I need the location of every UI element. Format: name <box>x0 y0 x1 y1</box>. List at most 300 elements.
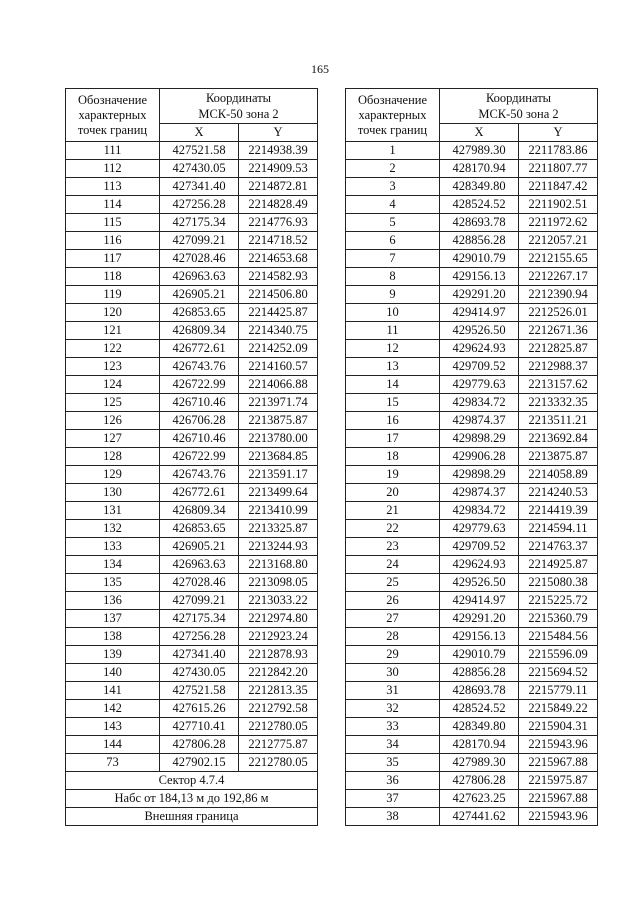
table-row <box>346 484 598 502</box>
x-coordinate-cell: 426743.76 <box>160 358 239 376</box>
point-number-cell: 21 <box>346 502 440 520</box>
y-coordinate-cell: 2213591.17 <box>239 466 318 484</box>
x-coordinate-cell: 426706.28 <box>160 412 239 430</box>
x-coordinate-cell: 429834.72 <box>440 394 519 412</box>
table-row <box>66 592 318 610</box>
x-coordinate-cell: 426963.63 <box>160 556 239 574</box>
point-designation-header-line3: точек границ <box>77 122 148 137</box>
x-coordinate-cell: 426963.63 <box>160 268 239 286</box>
y-coordinate-cell: 2212775.87 <box>239 736 318 754</box>
table-row <box>346 214 598 232</box>
table-row <box>346 322 598 340</box>
y-coordinate-cell: 2212780.05 <box>239 754 318 772</box>
point-number-cell: 144 <box>66 736 160 754</box>
x-coordinate-cell: 429624.93 <box>440 340 519 358</box>
table-row <box>66 412 318 430</box>
x-coordinate-cell: 427430.05 <box>160 664 239 682</box>
y-coordinate-cell: 2214938.39 <box>239 142 318 160</box>
y-coordinate-cell: 2214594.11 <box>519 520 598 538</box>
y-coordinate-cell: 2213511.21 <box>519 412 598 430</box>
y-coordinate-cell: 2214582.93 <box>239 268 318 286</box>
y-coordinate-cell: 2212057.21 <box>519 232 598 250</box>
point-number-cell: 12 <box>346 340 440 358</box>
point-designation-header-line2: характерных <box>78 107 147 122</box>
x-coordinate-cell: 429898.29 <box>440 430 519 448</box>
y-coordinate-cell: 2212813.35 <box>239 682 318 700</box>
y-coordinate-cell: 2213244.93 <box>239 538 318 556</box>
x-coordinate-cell: 429906.28 <box>440 448 519 466</box>
y-coordinate-cell: 2215080.38 <box>519 574 598 592</box>
point-number-cell: 33 <box>346 718 440 736</box>
table-row <box>66 700 318 718</box>
point-number-cell: 111 <box>66 142 160 160</box>
x-coordinate-cell: 426722.99 <box>160 448 239 466</box>
x-coordinate-cell: 429414.97 <box>440 592 519 610</box>
point-number-cell: 28 <box>346 628 440 646</box>
table-row <box>66 358 318 376</box>
y-coordinate-cell: 2215849.22 <box>519 700 598 718</box>
left-coordinates-table <box>65 88 318 826</box>
point-number-cell: 27 <box>346 610 440 628</box>
coordinates-header <box>160 89 318 124</box>
y-coordinate-cell: 2215975.87 <box>519 772 598 790</box>
point-number-cell: 118 <box>66 268 160 286</box>
point-number-cell: 120 <box>66 304 160 322</box>
point-number-cell: 23 <box>346 538 440 556</box>
point-number-cell: 24 <box>346 556 440 574</box>
point-number-cell: 136 <box>66 592 160 610</box>
point-number-cell: 30 <box>346 664 440 682</box>
x-coordinate-cell: 426853.65 <box>160 304 239 322</box>
table-row <box>346 700 598 718</box>
y-coordinate-cell: 2211847.42 <box>519 178 598 196</box>
table-row <box>346 286 598 304</box>
x-coordinate-cell: 429874.37 <box>440 484 519 502</box>
point-number-cell: 141 <box>66 682 160 700</box>
point-number-cell: 17 <box>346 430 440 448</box>
x-coordinate-cell: 429834.72 <box>440 502 519 520</box>
y-coordinate-cell: 2211807.77 <box>519 160 598 178</box>
table-row <box>346 772 598 790</box>
table-row <box>346 574 598 592</box>
y-coordinate-cell: 2213168.80 <box>239 556 318 574</box>
table-row <box>346 142 598 160</box>
point-number-cell: 127 <box>66 430 160 448</box>
table-row <box>346 178 598 196</box>
y-coordinate-cell: 2212526.01 <box>519 304 598 322</box>
point-number-cell: 140 <box>66 664 160 682</box>
y-coordinate-cell: 2215943.96 <box>519 736 598 754</box>
table-row <box>346 538 598 556</box>
table-row <box>346 340 598 358</box>
y-coordinate-cell: 2215596.09 <box>519 646 598 664</box>
point-number-cell: 125 <box>66 394 160 412</box>
y-coordinate-cell: 2213875.87 <box>239 412 318 430</box>
x-coordinate-cell: 429414.97 <box>440 304 519 322</box>
point-designation-header-line2: характерных <box>358 107 427 122</box>
table-row <box>66 286 318 304</box>
table-row <box>66 520 318 538</box>
x-coordinate-cell: 429898.29 <box>440 466 519 484</box>
table-row <box>66 232 318 250</box>
y-coordinate-cell: 2211902.51 <box>519 196 598 214</box>
x-coordinate-cell: 427028.46 <box>160 574 239 592</box>
x-coordinate-cell: 426722.99 <box>160 376 239 394</box>
y-coordinate-cell: 2212792.58 <box>239 700 318 718</box>
y-coordinate-cell: 2212267.17 <box>519 268 598 286</box>
point-number-cell: 126 <box>66 412 160 430</box>
y-coordinate-cell: 2214340.75 <box>239 322 318 340</box>
x-coordinate-cell: 427615.26 <box>160 700 239 718</box>
point-number-cell: 32 <box>346 700 440 718</box>
point-number-cell: 31 <box>346 682 440 700</box>
table-row <box>346 592 598 610</box>
right-table-body <box>346 142 598 826</box>
table-row <box>346 448 598 466</box>
point-number-cell: 9 <box>346 286 440 304</box>
coordinates-header-line2: МСК-50 зона 2 <box>198 107 279 121</box>
y-coordinate-cell: 2213157.62 <box>519 376 598 394</box>
point-designation-header <box>66 89 160 142</box>
point-number-cell: 25 <box>346 574 440 592</box>
y-coordinate-cell: 2214252.09 <box>239 340 318 358</box>
point-number-cell: 129 <box>66 466 160 484</box>
x-coordinate-cell: 428524.52 <box>440 700 519 718</box>
point-number-cell: 26 <box>346 592 440 610</box>
table-row <box>66 268 318 286</box>
table-row <box>346 628 598 646</box>
point-number-cell: 8 <box>346 268 440 286</box>
table-row <box>66 196 318 214</box>
coordinates-header-line1: Координаты <box>485 91 552 105</box>
table-row <box>346 160 598 178</box>
table-row <box>346 376 598 394</box>
table-row <box>66 322 318 340</box>
point-number-cell: 5 <box>346 214 440 232</box>
x-coordinate-cell: 426710.46 <box>160 430 239 448</box>
point-number-cell: 138 <box>66 628 160 646</box>
point-number-cell: 123 <box>66 358 160 376</box>
point-number-cell: 1 <box>346 142 440 160</box>
table-row <box>66 754 318 772</box>
x-coordinate-cell: 426905.21 <box>160 286 239 304</box>
y-coordinate-cell: 2212390.94 <box>519 286 598 304</box>
y-coordinate-cell: 2212878.93 <box>239 646 318 664</box>
point-number-cell: 142 <box>66 700 160 718</box>
x-coordinate-cell: 427806.28 <box>440 772 519 790</box>
y-coordinate-cell: 2215484.56 <box>519 628 598 646</box>
table-row <box>346 394 598 412</box>
y-coordinate-cell: 2214925.87 <box>519 556 598 574</box>
table-row <box>346 520 598 538</box>
x-coordinate-cell: 427710.41 <box>160 718 239 736</box>
y-coordinate-cell: 2213325.87 <box>239 520 318 538</box>
point-number-cell: 16 <box>346 412 440 430</box>
table-row <box>66 538 318 556</box>
point-number-cell: 131 <box>66 502 160 520</box>
y-coordinate-cell: 2215967.88 <box>519 754 598 772</box>
table-row <box>346 232 598 250</box>
x-coordinate-cell: 429291.20 <box>440 610 519 628</box>
y-coordinate-cell: 2214776.93 <box>239 214 318 232</box>
depth-range-label: Набс от 184,13 м до 192,86 м <box>66 790 318 808</box>
table-row <box>66 178 318 196</box>
point-number-cell: 35 <box>346 754 440 772</box>
x-coordinate-cell: 426905.21 <box>160 538 239 556</box>
table-row <box>66 574 318 592</box>
x-coordinate-cell: 429709.52 <box>440 358 519 376</box>
table-row <box>346 358 598 376</box>
y-coordinate-cell: 2213033.22 <box>239 592 318 610</box>
table-row <box>346 466 598 484</box>
point-number-cell: 4 <box>346 196 440 214</box>
y-coordinate-cell: 2212988.37 <box>519 358 598 376</box>
x-coordinate-cell: 429874.37 <box>440 412 519 430</box>
table-row <box>346 502 598 520</box>
point-number-cell: 6 <box>346 232 440 250</box>
x-coordinate-cell: 426710.46 <box>160 394 239 412</box>
y-coordinate-cell: 2214240.53 <box>519 484 598 502</box>
point-number-cell: 130 <box>66 484 160 502</box>
page-number: 165 <box>311 62 329 76</box>
y-coordinate-cell: 2211972.62 <box>519 214 598 232</box>
y-coordinate-cell: 2214058.89 <box>519 466 598 484</box>
point-designation-header <box>346 89 440 142</box>
point-number-cell: 18 <box>346 448 440 466</box>
point-number-cell: 132 <box>66 520 160 538</box>
table-row <box>66 466 318 484</box>
point-number-cell: 114 <box>66 196 160 214</box>
x-coordinate-cell: 426772.61 <box>160 484 239 502</box>
x-coordinate-cell: 428349.80 <box>440 178 519 196</box>
x-coordinate-cell: 429291.20 <box>440 286 519 304</box>
point-number-cell: 139 <box>66 646 160 664</box>
y-coordinate-cell: 2215360.79 <box>519 610 598 628</box>
coordinates-header-line2: МСК-50 зона 2 <box>478 107 559 121</box>
point-number-cell: 19 <box>346 466 440 484</box>
y-coordinate-cell: 2214718.52 <box>239 232 318 250</box>
y-coordinate-cell: 2214653.68 <box>239 250 318 268</box>
y-coordinate-cell: 2212780.05 <box>239 718 318 736</box>
point-designation-header-line1: Обозначение <box>77 92 148 107</box>
x-coordinate-cell: 428693.78 <box>440 214 519 232</box>
x-coordinate-cell: 427430.05 <box>160 160 239 178</box>
y-coordinate-cell: 2214066.88 <box>239 376 318 394</box>
point-number-cell: 37 <box>346 790 440 808</box>
point-number-cell: 20 <box>346 484 440 502</box>
point-number-cell: 135 <box>66 574 160 592</box>
x-coordinate-cell: 428170.94 <box>440 160 519 178</box>
x-coordinate-cell: 427099.21 <box>160 592 239 610</box>
x-coordinate-cell: 427521.58 <box>160 142 239 160</box>
x-coordinate-cell: 427806.28 <box>160 736 239 754</box>
x-coordinate-cell: 428856.28 <box>440 232 519 250</box>
table-row <box>66 502 318 520</box>
table-row <box>66 628 318 646</box>
table-row <box>66 376 318 394</box>
y-coordinate-cell: 2215904.31 <box>519 718 598 736</box>
point-number-cell: 10 <box>346 304 440 322</box>
y-coordinate-cell: 2213499.64 <box>239 484 318 502</box>
table-row <box>346 196 598 214</box>
x-coordinate-cell: 428349.80 <box>440 718 519 736</box>
table-row <box>346 556 598 574</box>
x-coordinate-cell: 427623.25 <box>440 790 519 808</box>
table-row <box>66 718 318 736</box>
x-coordinate-cell: 427902.15 <box>160 754 239 772</box>
x-coordinate-cell: 427099.21 <box>160 232 239 250</box>
y-coordinate-cell: 2213971.74 <box>239 394 318 412</box>
y-column-header: Y <box>519 124 598 142</box>
y-coordinate-cell: 2211783.86 <box>519 142 598 160</box>
x-coordinate-cell: 429156.13 <box>440 268 519 286</box>
table-row <box>66 394 318 412</box>
table-row <box>66 556 318 574</box>
x-coordinate-cell: 427256.28 <box>160 196 239 214</box>
right-coordinates-table <box>345 88 598 826</box>
x-coordinate-cell: 427989.30 <box>440 142 519 160</box>
point-number-cell: 15 <box>346 394 440 412</box>
x-coordinate-cell: 427175.34 <box>160 610 239 628</box>
y-coordinate-cell: 2214828.49 <box>239 196 318 214</box>
y-coordinate-cell: 2215943.96 <box>519 808 598 826</box>
table-row <box>346 250 598 268</box>
y-coordinate-cell: 2213875.87 <box>519 448 598 466</box>
point-number-cell: 121 <box>66 322 160 340</box>
x-coordinate-cell: 428856.28 <box>440 664 519 682</box>
table-row <box>66 736 318 754</box>
x-coordinate-cell: 426743.76 <box>160 466 239 484</box>
x-coordinate-cell: 427175.34 <box>160 214 239 232</box>
point-number-cell: 3 <box>346 178 440 196</box>
point-number-cell: 29 <box>346 646 440 664</box>
x-coordinate-cell: 426772.61 <box>160 340 239 358</box>
x-coordinate-cell: 427341.40 <box>160 178 239 196</box>
table-row <box>346 790 598 808</box>
x-coordinate-cell: 427441.62 <box>440 808 519 826</box>
point-designation-header-line3: точек границ <box>357 122 428 137</box>
x-coordinate-cell: 427028.46 <box>160 250 239 268</box>
table-row <box>66 304 318 322</box>
coordinates-header <box>440 89 598 124</box>
x-coordinate-cell: 427341.40 <box>160 646 239 664</box>
point-number-cell: 143 <box>66 718 160 736</box>
table-row <box>66 250 318 268</box>
x-coordinate-cell: 427521.58 <box>160 682 239 700</box>
table-row <box>346 808 598 826</box>
y-coordinate-cell: 2215225.72 <box>519 592 598 610</box>
x-coordinate-cell: 428693.78 <box>440 682 519 700</box>
x-column-header: X <box>160 124 239 142</box>
left-table-body <box>66 142 318 772</box>
x-coordinate-cell: 429010.79 <box>440 250 519 268</box>
point-number-cell: 122 <box>66 340 160 358</box>
y-column-header: Y <box>239 124 318 142</box>
x-coordinate-cell: 429526.50 <box>440 574 519 592</box>
x-coordinate-cell: 426853.65 <box>160 520 239 538</box>
table-row <box>346 412 598 430</box>
point-number-cell: 115 <box>66 214 160 232</box>
y-coordinate-cell: 2214909.53 <box>239 160 318 178</box>
table-row <box>346 304 598 322</box>
point-number-cell: 116 <box>66 232 160 250</box>
y-coordinate-cell: 2215694.52 <box>519 664 598 682</box>
point-number-cell: 117 <box>66 250 160 268</box>
y-coordinate-cell: 2214872.81 <box>239 178 318 196</box>
table-row <box>346 430 598 448</box>
point-number-cell: 119 <box>66 286 160 304</box>
table-row <box>66 664 318 682</box>
y-coordinate-cell: 2212842.20 <box>239 664 318 682</box>
point-number-cell: 22 <box>346 520 440 538</box>
table-row <box>66 430 318 448</box>
y-coordinate-cell: 2213098.05 <box>239 574 318 592</box>
point-number-cell: 14 <box>346 376 440 394</box>
x-column-header: X <box>440 124 519 142</box>
boundary-type-label: Внешняя граница <box>66 808 318 826</box>
point-number-cell: 112 <box>66 160 160 178</box>
y-coordinate-cell: 2212155.65 <box>519 250 598 268</box>
point-number-cell: 128 <box>66 448 160 466</box>
table-row <box>346 610 598 628</box>
y-coordinate-cell: 2213780.00 <box>239 430 318 448</box>
y-coordinate-cell: 2214763.37 <box>519 538 598 556</box>
point-number-cell: 34 <box>346 736 440 754</box>
x-coordinate-cell: 429779.63 <box>440 520 519 538</box>
x-coordinate-cell: 427256.28 <box>160 628 239 646</box>
point-number-cell: 38 <box>346 808 440 826</box>
point-number-cell: 73 <box>66 754 160 772</box>
table-row <box>66 340 318 358</box>
y-coordinate-cell: 2212974.80 <box>239 610 318 628</box>
table-row <box>66 484 318 502</box>
x-coordinate-cell: 429526.50 <box>440 322 519 340</box>
point-number-cell: 134 <box>66 556 160 574</box>
table-row <box>66 610 318 628</box>
table-row <box>66 646 318 664</box>
table-row <box>346 718 598 736</box>
table-row <box>346 736 598 754</box>
table-row <box>66 682 318 700</box>
x-coordinate-cell: 427989.30 <box>440 754 519 772</box>
table-row <box>346 268 598 286</box>
point-number-cell: 2 <box>346 160 440 178</box>
y-coordinate-cell: 2213692.84 <box>519 430 598 448</box>
y-coordinate-cell: 2212671.36 <box>519 322 598 340</box>
table-row <box>346 664 598 682</box>
y-coordinate-cell: 2212825.87 <box>519 340 598 358</box>
point-number-cell: 124 <box>66 376 160 394</box>
point-number-cell: 133 <box>66 538 160 556</box>
x-coordinate-cell: 429624.93 <box>440 556 519 574</box>
y-coordinate-cell: 2212923.24 <box>239 628 318 646</box>
x-coordinate-cell: 429156.13 <box>440 628 519 646</box>
table-row <box>66 160 318 178</box>
y-coordinate-cell: 2214160.57 <box>239 358 318 376</box>
coordinates-header-line1: Координаты <box>205 91 272 105</box>
point-number-cell: 13 <box>346 358 440 376</box>
y-coordinate-cell: 2213332.35 <box>519 394 598 412</box>
y-coordinate-cell: 2213410.99 <box>239 502 318 520</box>
table-row <box>346 754 598 772</box>
x-coordinate-cell: 428170.94 <box>440 736 519 754</box>
table-row <box>346 646 598 664</box>
x-coordinate-cell: 429010.79 <box>440 646 519 664</box>
y-coordinate-cell: 2215779.11 <box>519 682 598 700</box>
sector-label: Сектор 4.7.4 <box>66 772 318 790</box>
y-coordinate-cell: 2214425.87 <box>239 304 318 322</box>
table-row <box>346 682 598 700</box>
